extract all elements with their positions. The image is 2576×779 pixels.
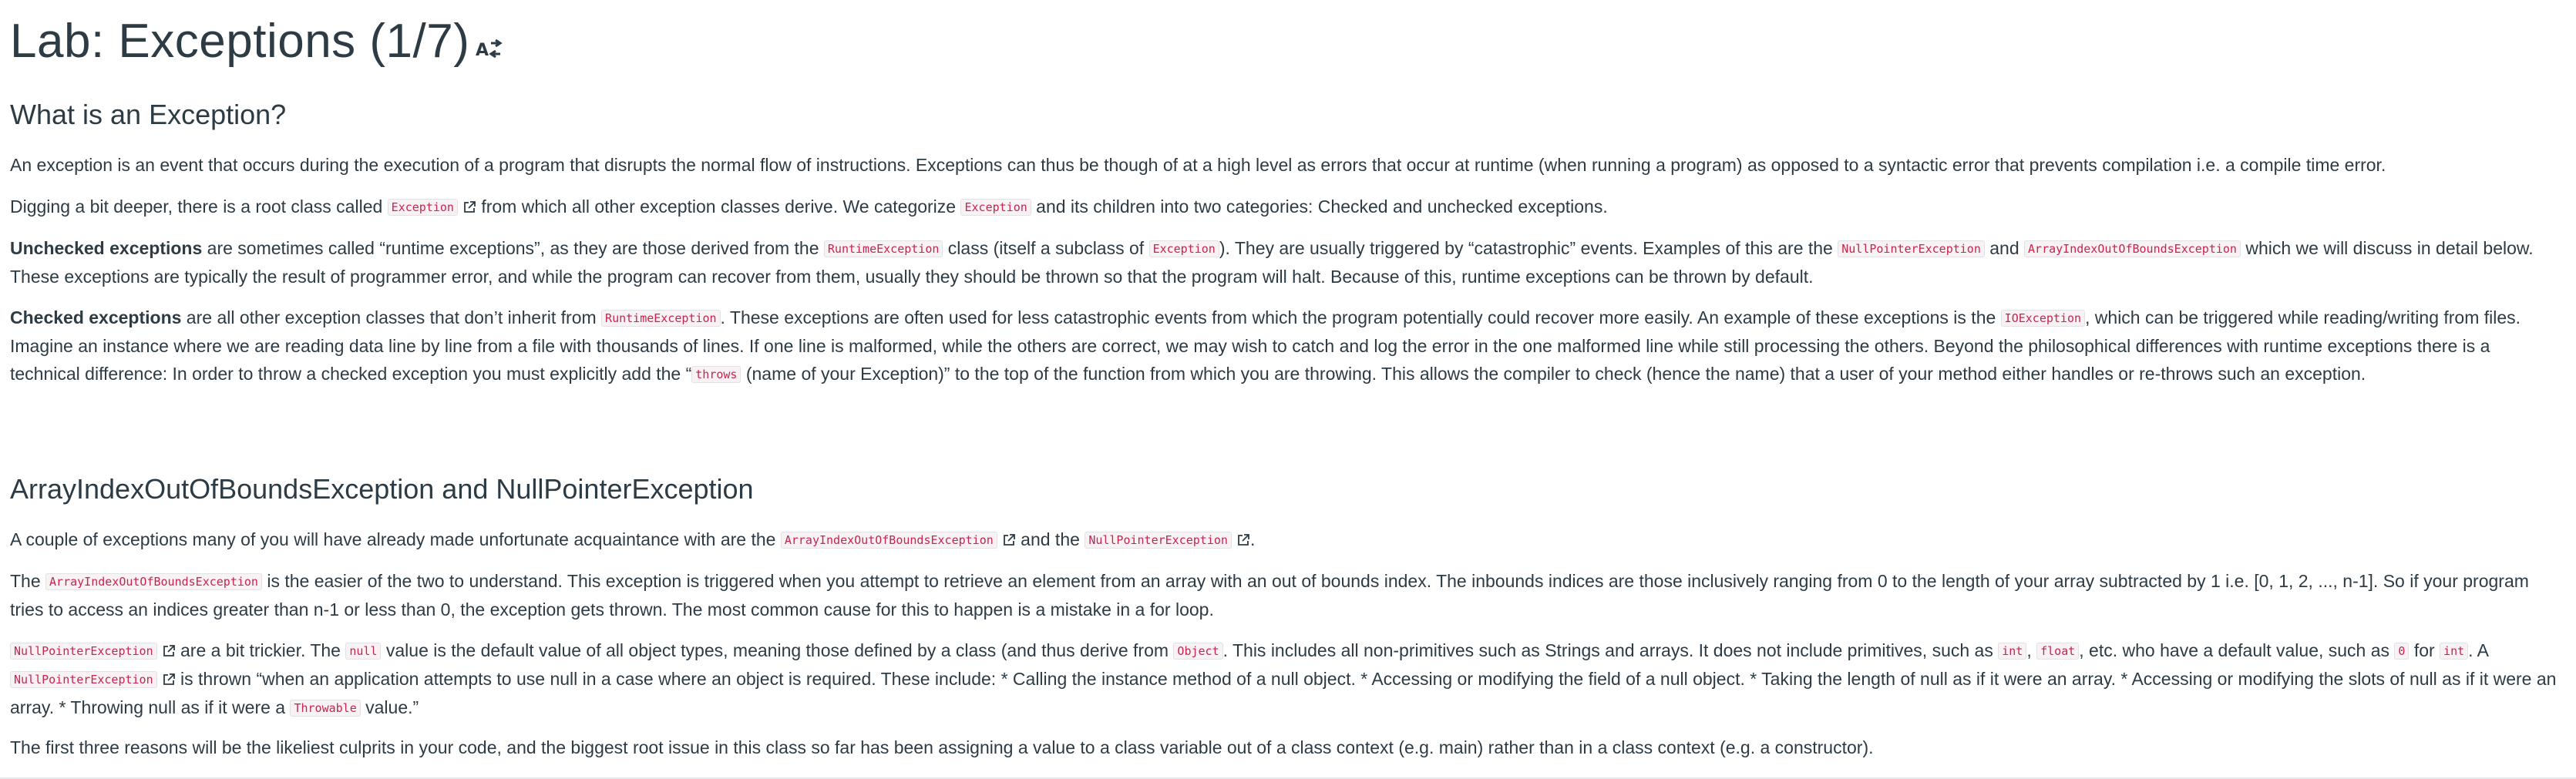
inline-code: 0 — [2394, 643, 2409, 660]
paragraph — [10, 151, 2561, 179]
inline-code[interactable]: NullPointerException — [10, 643, 157, 660]
external-link-icon[interactable] — [162, 638, 176, 652]
text-run: value is the default value of all object types, meaning those defined by a class (and thus derive from — [381, 640, 1174, 660]
npe-link[interactable] — [10, 640, 157, 660]
paragraph-text — [10, 567, 2561, 623]
text-run: are a bit trickier. The — [175, 640, 346, 660]
text-run: , which can be triggered while reading/writing from files. Imagine an instance where we are reading data line by line from a file with thousands of lines. If one line is malformed, while the others are correct, we may wish to catch and log the error in the one malformed line while still processing the others. Beyond the philosophical differences with runtime exceptions there is a technical difference: In order to throw a checked exception you must explicitly add the “ — [10, 307, 2521, 384]
section-aioobe-npe — [10, 473, 2561, 505]
paragraph-text — [10, 525, 2561, 554]
text-run: are all other exception classes that don’t inherit from — [181, 307, 602, 327]
text-run: and its children into two categories: Checked and unchecked exceptions. — [1031, 196, 1608, 217]
paragraph-text — [10, 636, 2561, 722]
text-run: is thrown “when an application attempts to use null in a case where an object is required. These include: * Calling the instance method of a null object. * Accessing or modifying the field of a null object. * Taking the length of null as if it were an array. * Accessing or modifying the slots of null as if it were an array. * Throwing null as if it were a — [10, 669, 2557, 717]
external-link-icon[interactable] — [1002, 527, 1016, 541]
inline-code: ArrayIndexOutOfBoundsException — [2024, 240, 2241, 257]
inline-code: Exception — [960, 199, 1031, 216]
paragraph-text: An exception is an event that occurs during the execution of a program that disrupts the normal flow of instructions. Exceptions can thus be though of at a high level as errors that occur at runtime (when running a program) as opposed to a syntactic error that prevents compilation i.e. a compile time error. — [10, 155, 2386, 175]
bold-term: Checked exceptions — [10, 307, 182, 327]
text-run: from which all other exception classes derive. We categorize — [476, 196, 961, 217]
aioobe-link[interactable] — [781, 529, 997, 549]
text-run: . This includes all non-primitives such as Strings and arrays. It does not include primitives, such as — [1222, 640, 1999, 660]
text-run: which we will discuss in detail below. These exceptions are typically the result of programmer error, and while the program can recover from them, usually they should be thrown so that the program will halt. Because of this, runtime exceptions can be thrown by default. — [10, 238, 2534, 287]
text-run: , etc. who have a default value, such as — [2079, 640, 2395, 660]
exception-link[interactable] — [388, 196, 458, 217]
text-run: Digging a bit deeper, there is a root class called — [10, 196, 388, 217]
inline-code: NullPointerException — [1838, 240, 1985, 257]
npe-link[interactable] — [1085, 529, 1232, 549]
paragraph-text — [10, 193, 2561, 221]
inline-code: int — [1998, 643, 2026, 660]
svg-text:A: A — [476, 41, 489, 61]
text-direction-icon[interactable] — [476, 17, 503, 72]
inline-code: Object — [1173, 643, 1222, 660]
paragraph — [10, 734, 2561, 761]
text-run: The — [10, 571, 46, 591]
external-link-icon[interactable] — [462, 194, 476, 208]
bold-term: Unchecked exceptions — [10, 238, 203, 258]
text-run: . — [1249, 529, 1256, 549]
section-heading: ArrayIndexOutOfBoundsException and NullPointerException — [10, 473, 754, 505]
text-run: are sometimes called “runtime exceptions”, as they are those derived from the — [202, 238, 824, 258]
external-link-icon[interactable] — [162, 667, 176, 680]
inline-code[interactable]: NullPointerException — [10, 671, 157, 688]
text-run: class (itself a subclass of — [943, 238, 1149, 258]
inline-code[interactable]: NullPointerException — [1085, 532, 1232, 549]
external-link-icon[interactable] — [1236, 527, 1250, 541]
text-run: . A — [2468, 640, 2488, 660]
paragraph — [10, 525, 2561, 554]
text-run: value.” — [360, 697, 419, 717]
inline-code: RuntimeException — [824, 240, 943, 257]
npe-link[interactable] — [10, 669, 157, 689]
paragraph-unchecked — [10, 234, 2561, 290]
text-run: and — [1984, 238, 2025, 258]
text-run: A couple of exceptions many of you will have already made unfortunate acquaintance with are the — [10, 529, 781, 549]
inline-code[interactable]: ArrayIndexOutOfBoundsException — [781, 532, 997, 549]
paragraph-checked — [10, 304, 2561, 388]
inline-code: Throwable — [290, 700, 360, 717]
inline-code: null — [345, 643, 381, 660]
text-run: (name of your Exception)” to the top of the function from which you are throwing. This allows the compiler to check (hence the name) that a user of your method either handles or re-throws such an exception. — [741, 364, 2366, 384]
inline-code: RuntimeException — [601, 310, 721, 327]
section-heading: What is an Exception? — [10, 99, 287, 130]
paragraph — [10, 193, 2561, 221]
paragraph-text: The first three reasons will be the likeliest culprits in your code, and the biggest root issue in this class so far has been assigning a value to a class variable out of a class context (e.g. main) rather than in a class context (e.g. a constructor). — [10, 737, 1874, 757]
paragraph — [10, 636, 2561, 722]
page-title — [10, 14, 503, 72]
inline-code: IOException — [2001, 310, 2085, 327]
text-run: . These exceptions are often used for less catastrophic events from which the program potentially could recover more easily. An example of these exceptions is the — [720, 307, 2001, 327]
paragraph-text — [10, 234, 2561, 290]
inline-code: throws — [691, 366, 741, 383]
text-run: and the — [1015, 529, 1085, 549]
inline-code: ArrayIndexOutOfBoundsException — [45, 573, 262, 590]
inline-code[interactable]: Exception — [388, 199, 458, 216]
inline-code: int — [2440, 643, 2468, 660]
text-run: ). They are usually triggered by “catastrophic” events. Examples of this are the — [1219, 238, 1838, 258]
paragraph — [10, 567, 2561, 623]
paragraph-text — [10, 304, 2561, 388]
section-what-is-exception — [10, 99, 2561, 131]
inline-code: float — [2036, 643, 2079, 660]
page-title-text: Lab: Exceptions (1/7) — [10, 15, 470, 68]
text-run: , — [2026, 640, 2037, 660]
text-run: for — [2409, 640, 2440, 660]
text-run: is the easier of the two to understand. This exception is triggered when you attempt to retrieve an element from an array with an out of bounds index. The inbounds indices are those inclusively ranging from 0 to the length of your array subtracted by 1 i.e. [0, 1, 2, ..., n-1]. So if your program tries to access an indices greater than n-1 or less than 0, the exception gets thrown. The most common cause for this to happen is a mistake in a for loop. — [10, 571, 2529, 620]
inline-code: Exception — [1149, 240, 1219, 257]
